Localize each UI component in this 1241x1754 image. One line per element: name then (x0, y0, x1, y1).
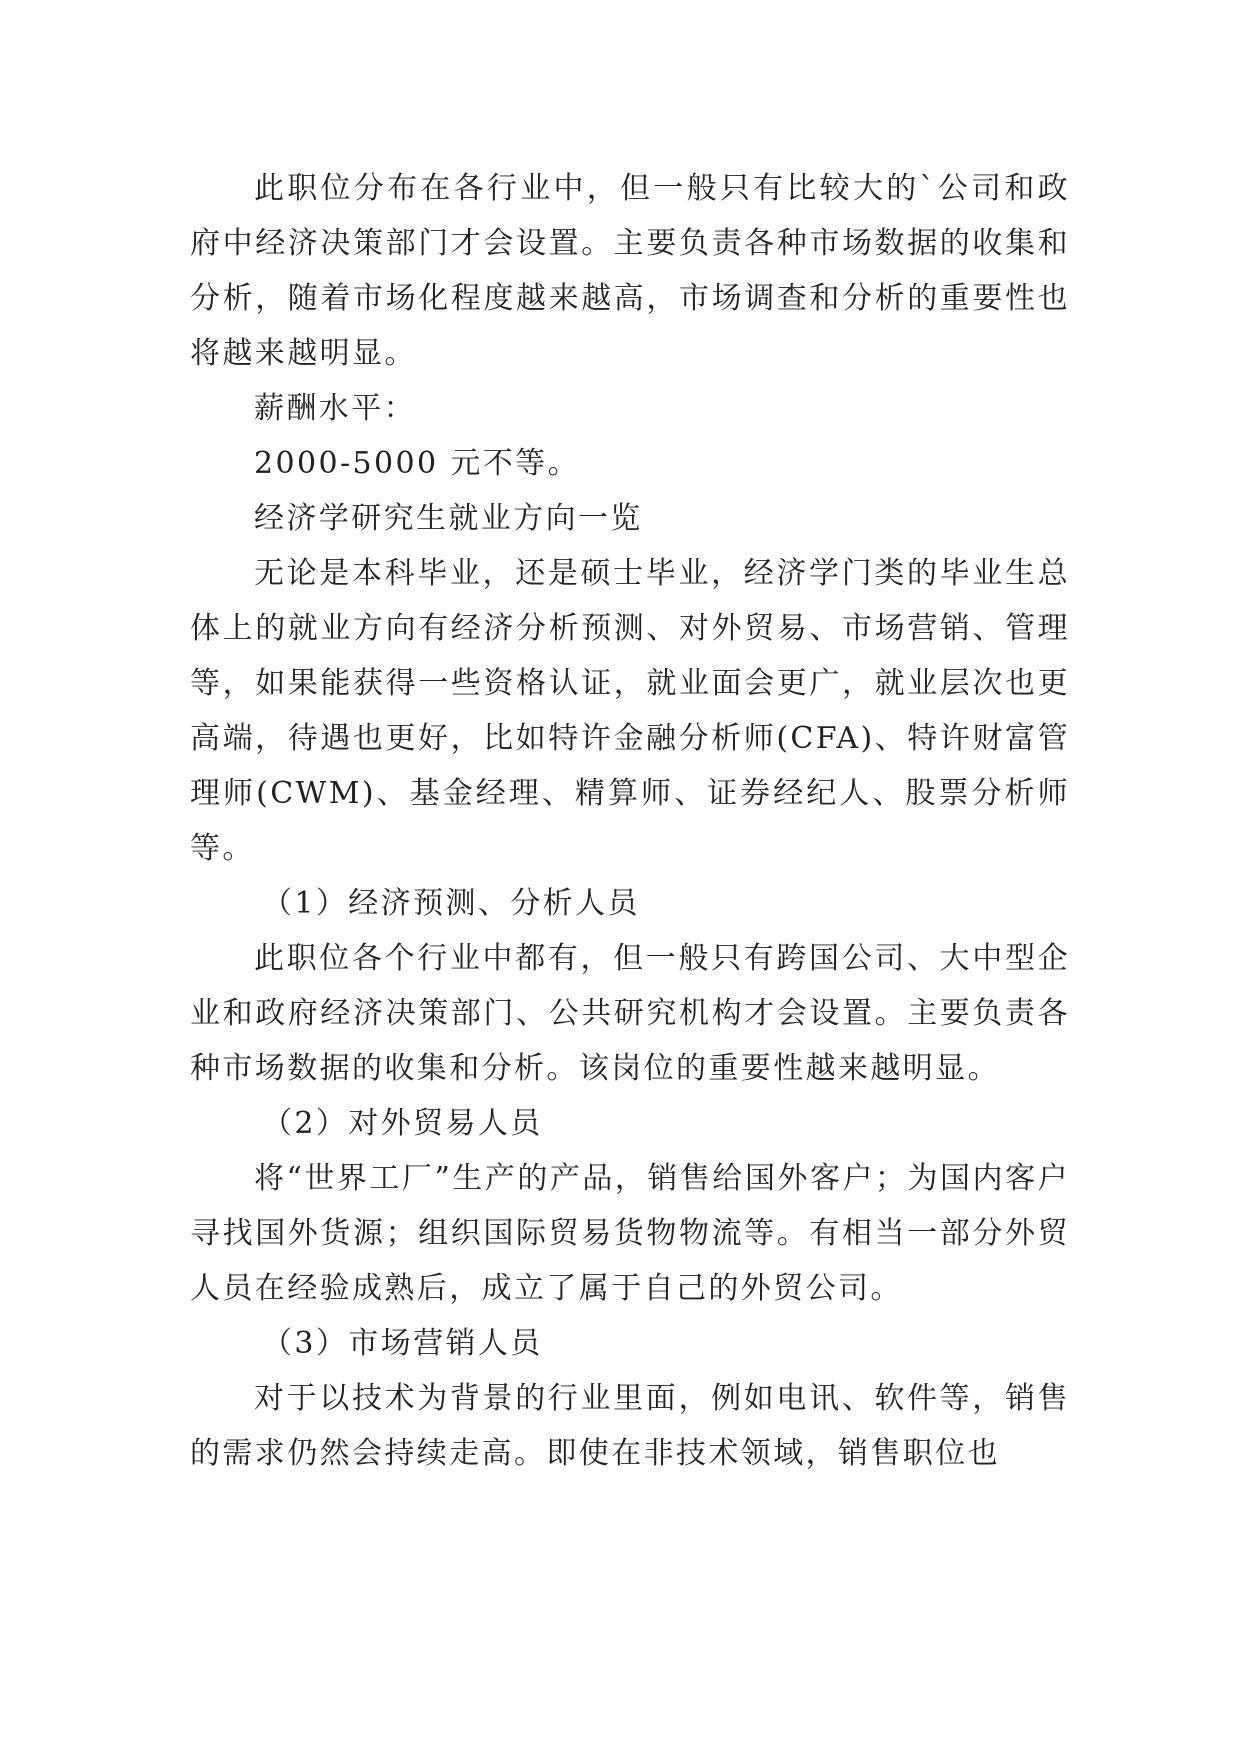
paragraph-overview: 无论是本科毕业，还是硕士毕业，经济学门类的毕业生总体上的就业方向有经济分析预测、对外贸易、市场营销、管理等，如果能获得一些资格认证，就业面会更广，就业层次也更高端，待遇也更好，比如特许金融分析师(CFA)、特许财富管理师(CWM)、基金经理、精算师、证券经纪人、股票分析师等。 (190, 556, 1070, 866)
paragraph-economic-forecast: 此职位各个行业中都有，但一般只有跨国公司、大中型企业和政府经济决策部门、公共研究机构才会设置。主要负责各种市场数据的收集和分析。该岗位的重要性越来越明显。 (190, 941, 1070, 1086)
document-body (190, 161, 1070, 1481)
heading-foreign-trade: （2）对外贸易人员 (262, 1106, 543, 1141)
paragraph-foreign-trade: 将“世界工厂”生产的产品，销售给国外客户；为国内客户寻找国外货源；组织国际贸易货物物流等。有相当一部分外贸人员在经验成熟后，成立了属于自己的外贸公司。 (190, 1161, 1070, 1306)
heading-economic-forecast: （1）经济预测、分析人员 (262, 886, 640, 921)
paragraph-section-title: 经济学研究生就业方向一览 (254, 501, 643, 536)
paragraph-salary-label: 薪酬水平： (254, 391, 416, 426)
heading-marketing: （3）市场营销人员 (262, 1326, 543, 1361)
paragraph-position-description: 此职位分布在各行业中，但一般只有比较大的`公司和政府中经济决策部门才会设置。主要负责各种市场数据的收集和分析，随着市场化程度越来越高，市场调查和分析的重要性也将越来越明显。 (190, 171, 1070, 371)
paragraph-salary-range: 2000-5000 元不等。 (254, 446, 580, 481)
paragraph-marketing: 对于以技术为背景的行业里面，例如电讯、软件等，销售的需求仍然会持续走高。即使在非技术领域，销售职位也 (190, 1381, 1070, 1471)
